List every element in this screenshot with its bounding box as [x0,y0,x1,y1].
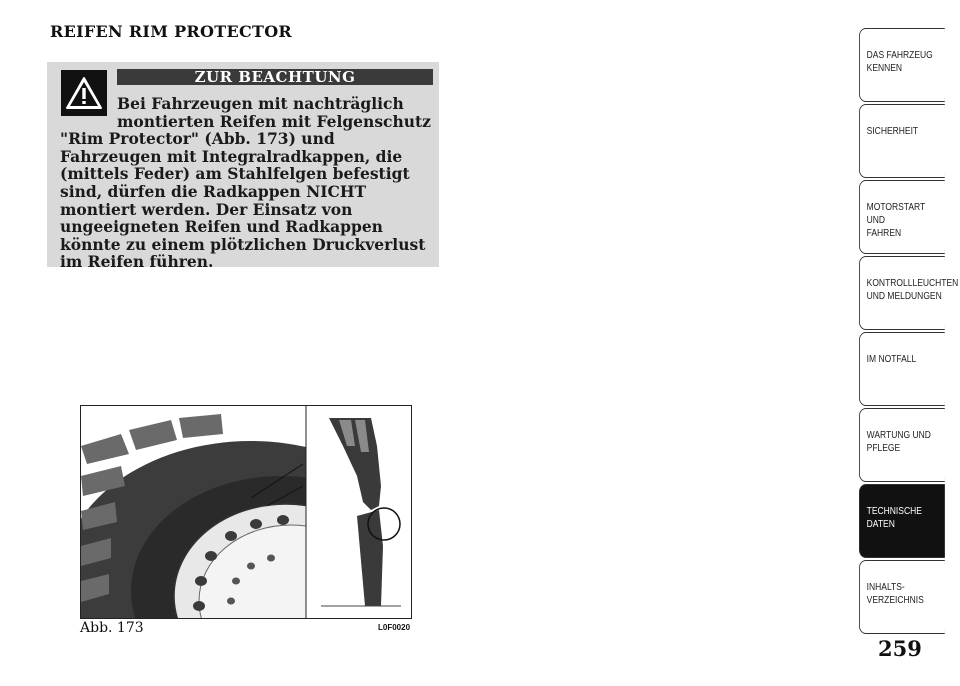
warning-line-2: montierten Reifen mit Felgenschutz [117,111,431,131]
tab-kontrollleuchten[interactable] [859,256,959,330]
tire-illustration [80,405,412,619]
tab-technische-daten[interactable] [859,484,945,558]
warning-line-1: Bei Fahrzeugen mit nachträglich [117,94,404,113]
tab-inhaltsverzeichnis[interactable] [859,560,945,634]
tab-motorstart-und-fahren[interactable] [859,180,945,254]
figure-code: L0F0020 [378,623,411,632]
figure-caption: Abb. 173 [80,620,144,636]
tab-label: IM NOTFALL [866,354,917,365]
warning-header: ZUR BEACHTUNG [117,69,433,85]
warning-body: "Rim Protector" (Abb. 173) und Fahrzeugen mit Integralradkappen, die (mittels Feder) am Stahlfelgen befestigt sind, dürfen die Radkappen NICHT montiert werden. Der Einsatz von ungeeigneten Reifen und Radkappen könnte zu einem plötzlichen Druckverlust im Reifen führen. [60,129,426,272]
page-number: 259 [878,636,922,661]
tab-label: WARTUNG UND PFLEGE [866,430,931,454]
warning-text [60,95,436,271]
warning-box [47,62,439,272]
tab-label: MOTORSTART UND FAHREN [866,202,926,239]
tab-label: TECHNISCHE DATEN [866,506,922,530]
tab-wartung-und-pflege[interactable] [859,408,945,482]
tab-label: SICHERHEIT [866,126,919,137]
tab-label: DAS FAHRZEUG KENNEN [866,50,933,74]
tab-sicherheit[interactable] [859,104,945,178]
tab-das-fahrzeug-kennen[interactable] [859,28,945,102]
tab-label: INHALTS- VERZEICHNIS [866,582,924,606]
tab-label: KONTROLLLEUCHTEN UND MELDUNGEN [866,278,959,302]
tab-im-notfall[interactable] [859,332,945,406]
section-title: REIFEN RIM PROTECTOR [50,22,293,41]
